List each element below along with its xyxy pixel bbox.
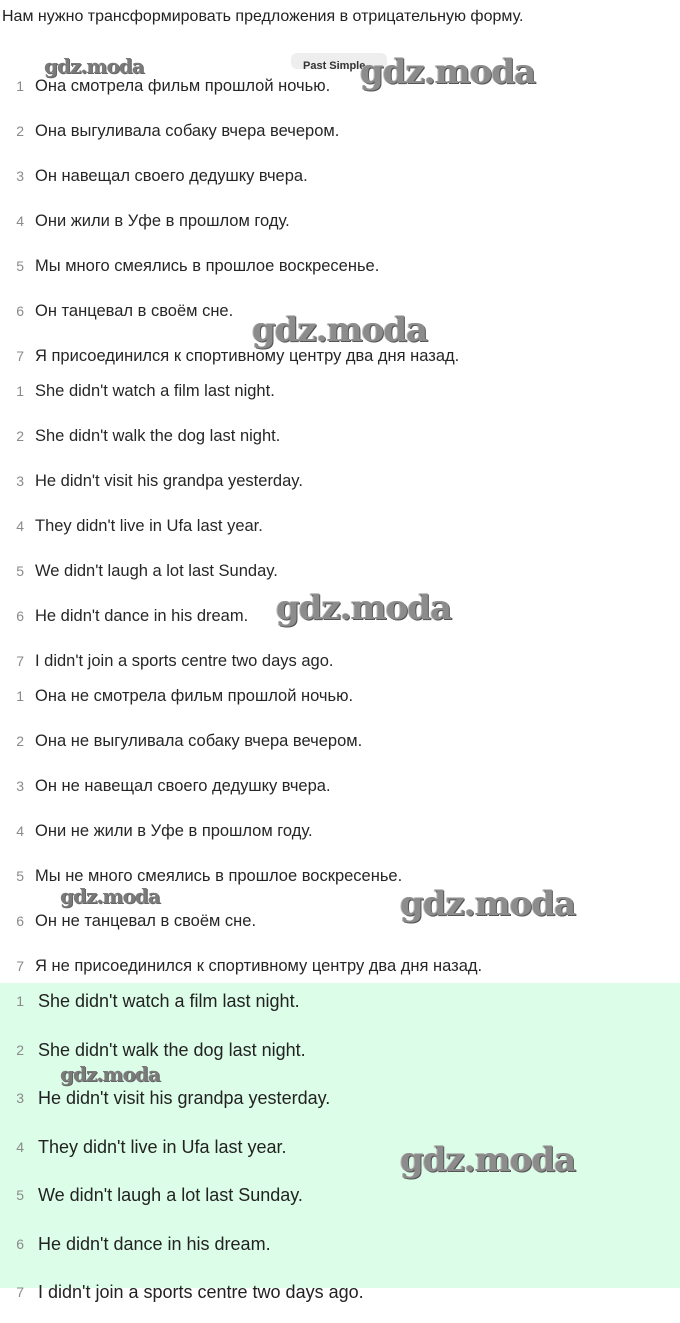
list-item (0, 421, 280, 451)
sentence-text: We didn't laugh a lot last Sunday. (35, 561, 278, 580)
line-number: 5 (16, 1187, 24, 1203)
task-instruction: Нам нужно трансформировать предложения в отрицательную форму. (2, 8, 524, 25)
list-item (0, 376, 275, 406)
sentence-text: Она не выгуливала собаку вчера вечером. (35, 731, 363, 750)
sentence-text: Он не танцевал в своём сне. (35, 911, 257, 930)
list-item (0, 116, 339, 146)
list-item (0, 1083, 330, 1113)
line-number: 5 (16, 868, 24, 884)
line-number: 1 (16, 78, 24, 94)
list-item (0, 556, 278, 586)
line-number: 2 (16, 123, 24, 139)
line-number: 2 (16, 733, 24, 749)
list-item (0, 251, 379, 281)
list-item (0, 986, 300, 1016)
sentence-text: He didn't dance in his dream. (38, 1233, 271, 1254)
line-number: 4 (16, 518, 24, 534)
sentence-text: They didn't live in Ufa last year. (38, 1136, 287, 1157)
sentence-text: Мы много смеялись в прошлое воскресенье. (35, 256, 380, 275)
list-item (0, 296, 233, 326)
list-item (0, 206, 290, 236)
line-number: 2 (16, 1042, 24, 1058)
list-item (0, 726, 362, 756)
line-number: 3 (16, 1090, 24, 1106)
line-number: 3 (16, 473, 24, 489)
sentence-text: Он танцевал в своём сне. (35, 301, 234, 320)
line-number: 6 (16, 1236, 24, 1252)
sentence-text: Он не навещал своего дедушку вчера. (35, 776, 331, 795)
answer-panel (0, 983, 680, 1302)
grammar-tag: Past Simple (291, 53, 387, 69)
line-number: 6 (16, 303, 24, 319)
sentence-text: He didn't dance in his dream. (35, 606, 249, 625)
line-number: 1 (16, 993, 24, 1009)
list-item (0, 1229, 271, 1259)
sentence-text: I didn't join a sports centre two days ago. (35, 651, 334, 670)
watermark: gdz.moda (252, 310, 428, 350)
list-item (0, 1180, 303, 1210)
list-item (0, 1132, 287, 1162)
list-item (0, 1035, 306, 1065)
watermark: gdz.moda (60, 884, 160, 908)
line-number: 7 (16, 1284, 24, 1300)
watermark: gdz.moda (400, 1140, 576, 1180)
list-item (0, 646, 333, 676)
list-item (0, 681, 353, 711)
sentence-text: Она смотрела фильм прошлой ночью. (35, 76, 331, 95)
list-item (0, 906, 256, 936)
sentence-text: Она выгуливала собаку вчера вечером. (35, 121, 340, 140)
sentence-text: We didn't laugh a lot last Sunday. (38, 1184, 303, 1205)
list-item (0, 816, 313, 846)
sentence-text: She didn't watch a film last night. (38, 990, 300, 1011)
sentence-text: Она не смотрела фильм прошлой ночью. (35, 686, 354, 705)
sentence-text: Мы не много смеялись в прошлое воскресенье. (35, 866, 403, 885)
list-item (0, 466, 303, 496)
line-number: 4 (16, 213, 24, 229)
list-item (0, 951, 482, 981)
sentence-text: She didn't walk the dog last night. (38, 1039, 306, 1060)
line-number: 2 (16, 428, 24, 444)
sentence-text: Я не присоединился к спортивному центру два дня назад. (35, 956, 483, 975)
list-item (0, 161, 308, 191)
watermark: gdz.moda (360, 52, 536, 92)
sentence-text: Он навещал своего дедушку вчера. (35, 166, 308, 185)
sentence-text: Я присоединился к спортивному центру два дня назад. (35, 346, 460, 365)
list-item (0, 601, 248, 631)
list-item (0, 1277, 364, 1307)
line-number: 3 (16, 778, 24, 794)
line-number: 4 (16, 1139, 24, 1155)
sentence-text: I didn't join a sports centre two days ago. (38, 1281, 364, 1302)
watermark: gdz.moda (60, 1062, 160, 1086)
sentence-text: She didn't watch a film last night. (35, 381, 275, 400)
line-number: 5 (16, 563, 24, 579)
line-number: 6 (16, 608, 24, 624)
line-number: 7 (16, 958, 24, 974)
line-number: 6 (16, 913, 24, 929)
watermark: gdz.moda (400, 884, 576, 924)
sentence-text: Они жили в Уфе в прошлом году. (35, 211, 290, 230)
sentence-text: They didn't live in Ufa last year. (35, 516, 263, 535)
sentence-text: He didn't visit his grandpa yesterday. (35, 471, 303, 490)
list-item (0, 771, 331, 801)
line-number: 3 (16, 168, 24, 184)
sentence-text: She didn't walk the dog last night. (35, 426, 281, 445)
line-number: 4 (16, 823, 24, 839)
watermark: gdz.moda (276, 588, 452, 628)
sentence-text: He didn't visit his grandpa yesterday. (38, 1087, 331, 1108)
sentence-text: Они не жили в Уфе в прошлом году. (35, 821, 313, 840)
line-number: 1 (16, 383, 24, 399)
watermark: gdz.moda (44, 54, 144, 78)
line-number: 7 (16, 348, 24, 364)
line-number: 1 (16, 688, 24, 704)
line-number: 5 (16, 258, 24, 274)
line-number: 7 (16, 653, 24, 669)
list-item (0, 511, 263, 541)
